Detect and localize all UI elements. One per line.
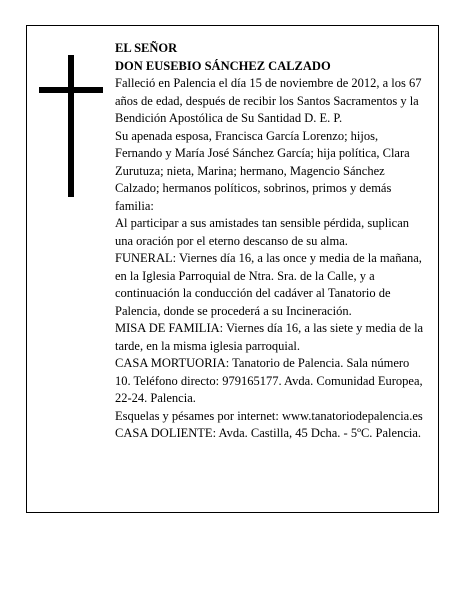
cross-horizontal-bar xyxy=(39,87,103,93)
funeral-details: FUNERAL: Viernes día 16, a las once y media de la mañana, en la Iglesia Parroquial de Ntra. Sra. de la Calle, y a continuación la conducción del cadáver al Tanatorio de Palencia, donde se procederá a su Incineración. xyxy=(115,251,422,318)
deceased-name: DON EUSEBIO SÁNCHEZ CALZADO xyxy=(115,58,331,73)
family-list: Su apenada esposa, Francisca García Lorenzo; hijos, Fernando y María José Sánchez García; hija política, Clara Zurutuza; nieta, Marina; hermano, Magencio Sánchez Calzado; hermanos políticos, sobrinos, primos y demás familia: xyxy=(115,128,410,213)
funeral-home-details: CASA MORTUORIA: Tanatorio de Palencia. Sala número 10. Teléfono directo: 979165177. Avda. Comunidad Europea, 22-24. Palencia. xyxy=(115,356,423,405)
online-condolences: Esquelas y pésames por internet: www.tanatoriodepalencia.es xyxy=(115,408,423,423)
family-mass-details: MISA DE FAMILIA: Viernes día 16, a las siete y media de la tarde, en la misma iglesia parroquial. xyxy=(115,321,424,353)
prayer-request: Al participar a sus amistades tan sensible pérdida, suplican una oración por el eterno descanso de su alma. xyxy=(115,216,410,248)
death-announcement: Falleció en Palencia el día 15 de noviembre de 2012, a los 67 años de edad, después de recibir los Santos Sacramentos y la Bendición Apostólica de Su Santidad D. E. P. xyxy=(115,76,422,125)
notice-title: EL SEÑOR xyxy=(115,41,178,55)
cross-icon xyxy=(39,55,103,197)
cross-vertical-bar xyxy=(68,55,74,197)
obituary-notice xyxy=(26,25,439,513)
family-home-address: CASA DOLIENTE: Avda. Castilla, 45 Dcha. - 5ºC. Palencia. xyxy=(115,426,422,440)
obituary-text xyxy=(115,40,427,443)
